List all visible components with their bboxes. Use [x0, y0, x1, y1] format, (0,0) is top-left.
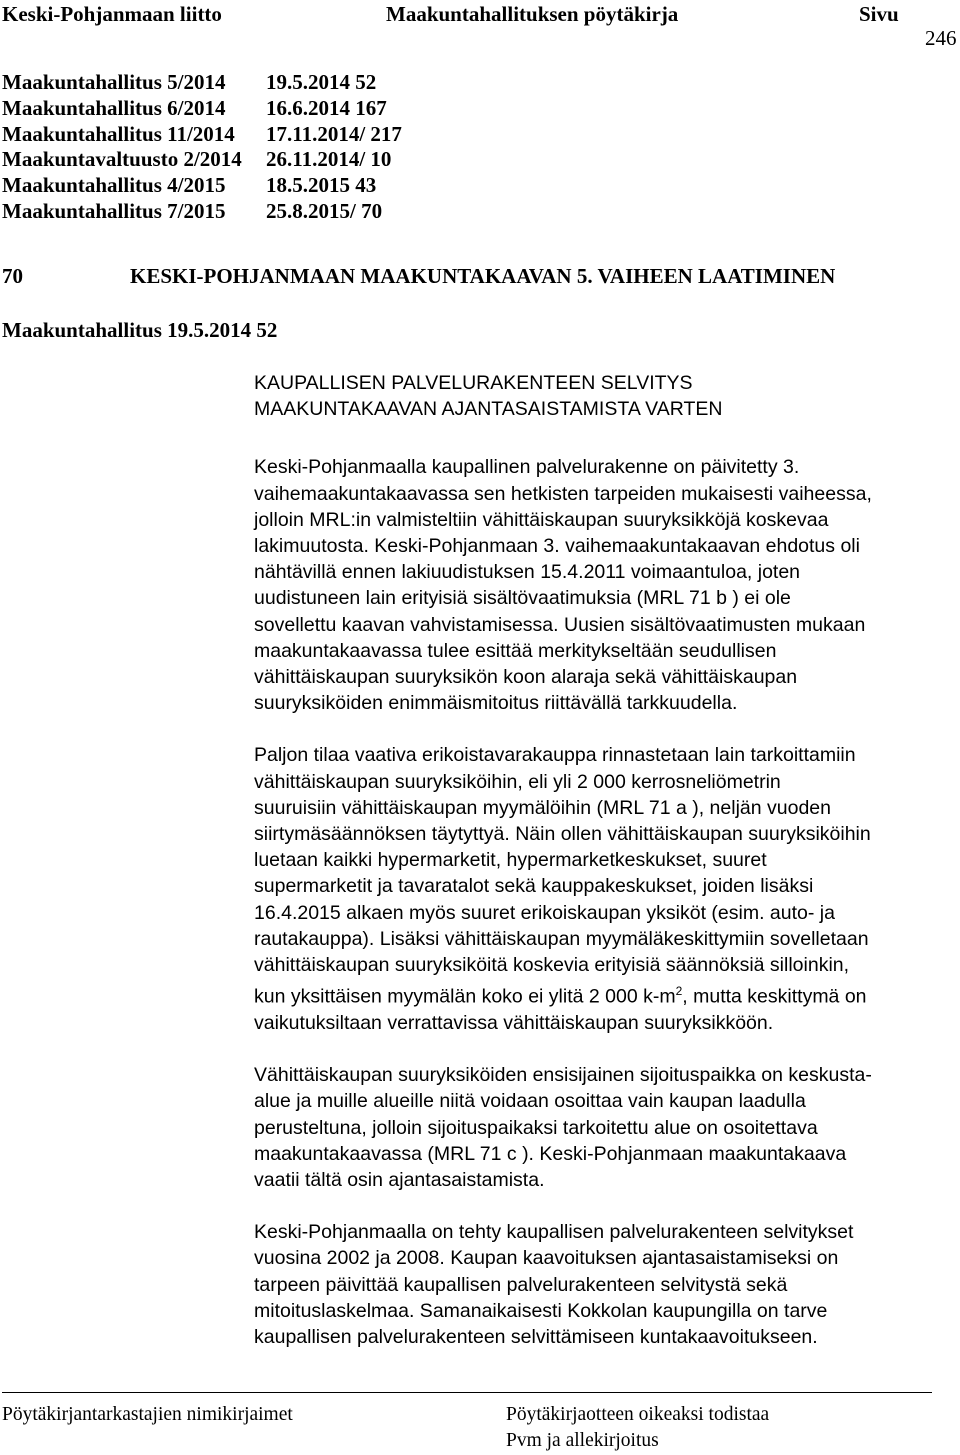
- history-row: [2, 70, 377, 96]
- footer-divider: [2, 1392, 932, 1393]
- section-content: [254, 370, 944, 1350]
- heading-line: KAUPALLISEN PALVELURAKENTEEN SELVITYS: [254, 372, 693, 394]
- section-number: 70: [2, 264, 23, 288]
- text-line: jolloin MRL:in valmisteltiin vähittäiskaupan suuryksikköjä koskevaa: [254, 508, 829, 531]
- footer-date-signature-label: Pvm ja allekirjoitus: [506, 1430, 659, 1451]
- text-line: vaihemaakuntakaavassa sen hetkisten tarpeiden mukaisesti vaiheessa,: [254, 482, 872, 505]
- meeting-reference: Maakuntahallitus 19.5.2014 52: [2, 318, 278, 342]
- history-ref: 18.5.2015 43: [266, 173, 377, 198]
- history-ref: 25.8.2015/ 70: [266, 198, 383, 223]
- text-segment: , mutta keskittymä on: [682, 985, 867, 1008]
- text-line: nähtävillä ennen lakiuudistuksen 15.4.2011 voimaantuloa, joten: [254, 561, 801, 584]
- text-segment: kun yksittäisen myymälän koko ei ylitä 2 000 k-m: [254, 985, 676, 1008]
- text-line: vaatii tältä osin ajantasaistamista.: [254, 1168, 545, 1191]
- text-line: vähittäiskaupan suuryksiköitä koskevia erityisiä säännöksiä silloinkin,: [254, 954, 850, 977]
- paragraph-2: [254, 742, 944, 1036]
- page-label: Sivu: [859, 2, 899, 26]
- superscript: 2: [675, 984, 683, 999]
- text-line: uudistuneen lain erityisiä sisältövaatimuksia (MRL 71 b ) ei ole: [254, 587, 791, 610]
- history-body: Maakuntahallitus 6/2014: [2, 95, 226, 120]
- footer-certification-label: Pöytäkirjaotteen oikeaksi todistaa: [506, 1404, 770, 1425]
- text-line: Vähittäiskaupan suuryksiköiden ensisijainen sijoituspaikka on keskusta-: [254, 1064, 872, 1087]
- footer-initials-label: Pöytäkirjantarkastajien nimikirjaimet: [2, 1404, 293, 1425]
- text-line: suuryksiköiden enimmäismitoitus riittävällä tarkkuudella.: [254, 692, 738, 715]
- text-line: 16.4.2015 alkaen myös suuret erikoiskaupan yksiköt (esim. auto- ja: [254, 901, 835, 924]
- page-header: [0, 0, 960, 60]
- text-line: alue ja muille alueille niitä voidaan osoittaa vain kaupan laadulla: [254, 1090, 806, 1113]
- text-line: maakuntakaavassa (MRL 71 c ). Keski-Pohjanmaan maakuntakaava: [254, 1142, 847, 1165]
- organization-name: Keski-Pohjanmaan liitto: [2, 2, 222, 26]
- paragraph-1: [254, 454, 944, 716]
- history-body: Maakuntahallitus 7/2015: [2, 198, 226, 223]
- paragraph-3: [254, 1062, 944, 1193]
- text-line: vuosina 2002 ja 2008. Kaupan kaavoituksen ajantasaistamiseksi on: [254, 1247, 839, 1270]
- history-row: [2, 147, 392, 173]
- history-body: Maakuntavaltuusto 2/2014: [2, 147, 242, 172]
- text-line: Paljon tilaa vaativa erikoistavarakauppa rinnastetaan lain tarkoittamiin: [254, 744, 856, 767]
- text-line: vaikutuksiltaan verrattavissa vähittäiskaupan suuryksikköön.: [254, 1011, 774, 1034]
- content-heading: [254, 370, 944, 422]
- page-number: 246: [925, 26, 957, 50]
- history-body: Maakuntahallitus 5/2014: [2, 70, 226, 94]
- history-ref: 19.5.2014 52: [266, 70, 377, 94]
- history-body: Maakuntahallitus 4/2015: [2, 173, 226, 198]
- text-line: maakuntakaavassa tulee esittää merkitykseltään seudullisen: [254, 639, 777, 662]
- text-line: kaupallisen palvelurakenteen selvittämiseen kuntakaavoitukseen.: [254, 1326, 818, 1348]
- history-row: [2, 198, 383, 225]
- text-line: vähittäiskaupan suuryksiköihin, eli yli 2 000 kerrosneliömetrin: [254, 770, 781, 793]
- text-line: perusteltuna, jolloin sijoituspaikaksi tarkoitettu alue on osoitettava: [254, 1116, 818, 1139]
- text-line: [254, 978, 944, 1010]
- text-line: lakimuutosta. Keski-Pohjanmaan 3. vaihemaakuntakaavan ehdotus oli: [254, 535, 860, 558]
- text-line: Keski-Pohjanmaalla kaupallinen palvelurakenne on päivitetty 3.: [254, 456, 800, 479]
- text-line: luetaan kaikki hypermarketit, hypermarketkeskukset, suuret: [254, 849, 767, 872]
- section-title: KESKI-POHJANMAAN MAAKUNTAKAAVAN 5. VAIHEEN LAATIMINEN: [130, 264, 836, 288]
- heading-line: MAAKUNTAKAAVAN AJANTASAISTAMISTA VARTEN: [254, 398, 723, 421]
- processing-history: [2, 70, 402, 225]
- text-line: Keski-Pohjanmaalla on tehty kaupallisen palvelurakenteen selvitykset: [254, 1221, 854, 1244]
- history-row: [2, 121, 402, 148]
- text-line: siirtymäsäännöksen täytyttyä. Näin ollen vähittäiskaupan suuryksiköihin: [254, 823, 871, 846]
- history-ref: 17.11.2014/ 217: [266, 121, 402, 146]
- text-line: mitoituslaskelmaa. Samanaikaisesti Kokkolan kaupungilla on tarve: [254, 1299, 828, 1322]
- history-ref: 16.6.2014 167: [266, 95, 387, 120]
- text-line: vähittäiskaupan suuryksikön koon alaraja sekä vähittäiskaupan: [254, 666, 798, 689]
- paragraph-4: [254, 1219, 944, 1350]
- text-line: sovellettu kaavan vahvistamisessa. Uusien sisältövaatimusten mukaan: [254, 613, 866, 636]
- text-line: rautakauppa). Lisäksi vähittäiskaupan myymäläkeskittymiin sovelletaan: [254, 927, 869, 950]
- text-line: tarpeen päivittää kaupallisen palvelurakenteen selvitystä sekä: [254, 1273, 788, 1296]
- text-line: suuruisiin vähittäiskaupan myymälöihin (MRL 71 a ), neljän vuoden: [254, 796, 831, 819]
- history-row: [2, 95, 387, 122]
- history-row: [2, 173, 377, 199]
- history-body: Maakuntahallitus 11/2014: [2, 121, 235, 146]
- text-line: supermarketit ja tavaratalot sekä kauppakeskukset, joiden lisäksi: [254, 875, 814, 898]
- history-ref: 26.11.2014/ 10: [266, 147, 392, 172]
- document-title: Maakuntahallituksen pöytäkirja: [386, 2, 679, 26]
